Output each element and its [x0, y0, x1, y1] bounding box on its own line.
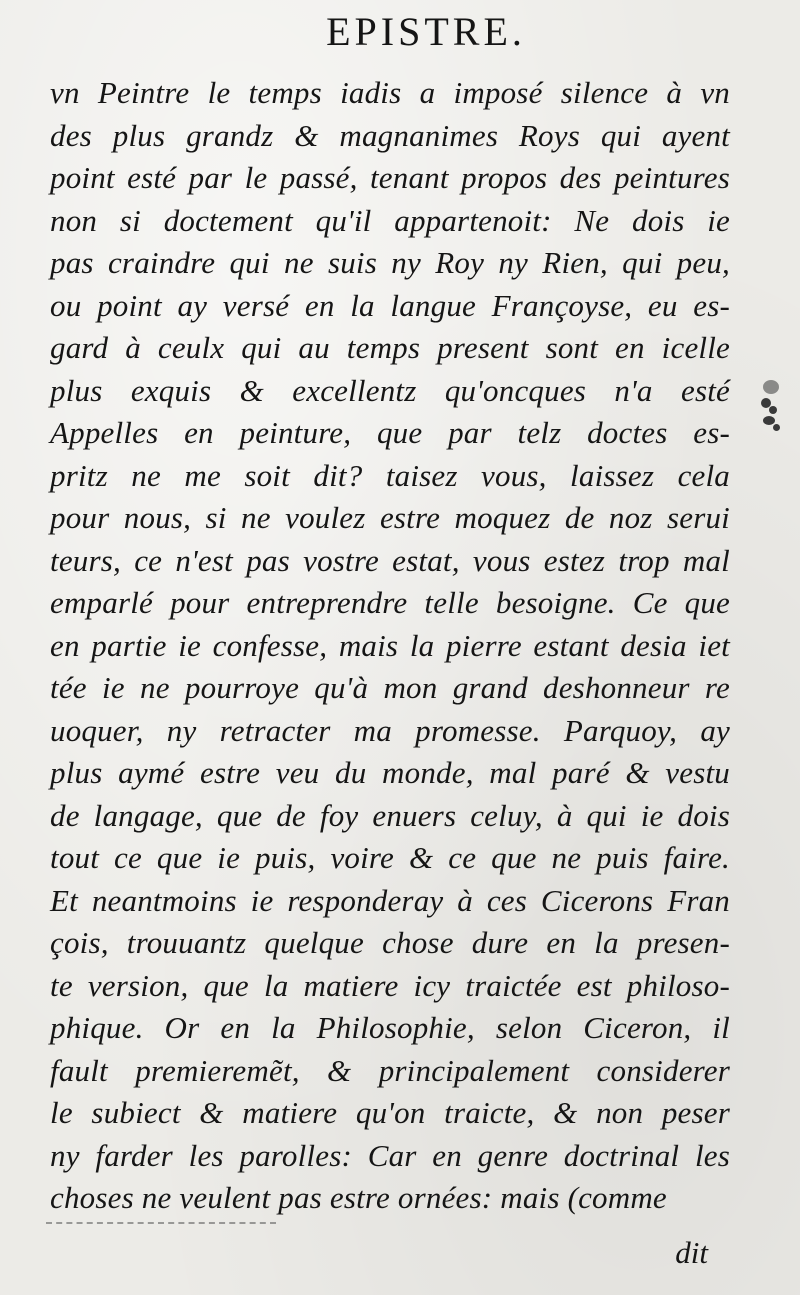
text-line-4: non si doctement qu'il appartenoit: Ne dois ie [50, 202, 730, 238]
text-line-10: pritz ne me soit dit? taisez vous, laissez cela [50, 457, 730, 493]
text-line-25: le subiect & matiere qu'on traicte, & non peser [50, 1095, 730, 1130]
text-line-6: ou point ay versé en la langue Françoyse, eu es- [50, 287, 730, 323]
text-line-9: Appelles en peinture, que par telz doctes es- [50, 415, 730, 450]
body-text [50, 72, 730, 1220]
text-line-14: en partie ie confesse, mais la pierre estant desia iet [50, 627, 730, 663]
catchword: dit [675, 1235, 708, 1270]
text-line-23: phique. Or en la Philosophie, selon Ciceron, il [50, 1010, 730, 1045]
page-header-title: EPISTRE. [326, 9, 526, 54]
ink-stain-decoration [757, 378, 785, 448]
text-line-18: de langage, que de foy enuers celuy, à qui ie dois [50, 797, 730, 833]
text-line-27: choses ne veulent pas estre ornées: mais (comme [50, 1180, 667, 1215]
text-line-19: tout ce que ie puis, voire & ce que ne puis faire. [50, 840, 730, 875]
text-line-24: fault premieremẽt, & principalement considerer [50, 1052, 730, 1088]
text-line-22: te version, que la matiere icy traictée est philoso- [50, 967, 730, 1003]
text-line-20: Et neantmoins ie responderay à ces Cicerons Fran [50, 882, 730, 918]
text-line-5: pas craindre qui ne suis ny Roy ny Rien, qui peu, [50, 245, 730, 280]
text-line-11: pour nous, si ne voulez estre moquez de noz serui [50, 500, 730, 535]
text-line-13: emparlé pour entreprendre telle besoigne. Ce que [50, 585, 730, 620]
text-line-1: vn Peintre le temps iadis a imposé silence à vn [50, 75, 730, 110]
text-line-2: des plus grandz & magnanimes Roys qui ayent [50, 117, 730, 153]
underline-rule [46, 1222, 276, 1224]
text-line-12: teurs, ce n'est pas vostre estat, vous estez trop mal [50, 542, 730, 578]
text-line-26: ny farder les parolles: Car en genre doctrinal les [50, 1137, 730, 1173]
text-line-21: çois, trouuantz quelque chose dure en la presen- [50, 925, 730, 960]
text-line-8: plus exquis & excellentz qu'oncques n'a esté [50, 372, 730, 408]
text-line-16: uoquer, ny retracter ma promesse. Parquoy, ay [50, 712, 730, 748]
text-line-3: point esté par le passé, tenant propos des peintures [50, 160, 730, 195]
text-line-7: gard à ceulx qui au temps present sont en icelle [50, 330, 730, 365]
text-line-17: plus aymé estre veu du monde, mal paré & vestu [50, 755, 730, 790]
text-line-15: tée ie ne pourroye qu'à mon grand deshonneur re [50, 670, 730, 705]
